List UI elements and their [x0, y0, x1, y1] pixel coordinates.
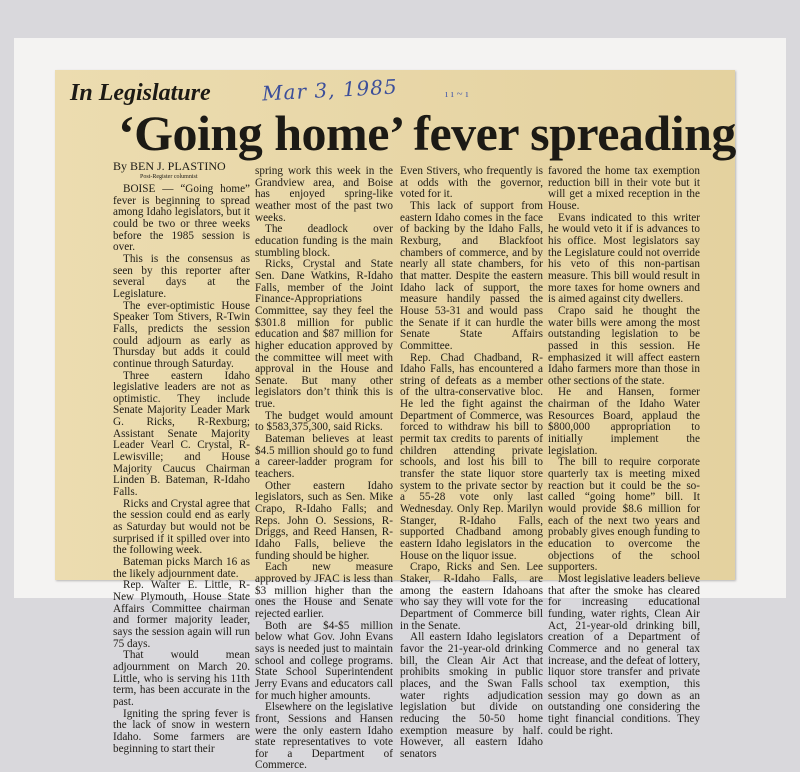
article-paragraph: Elsewhere on the legislative front, Sessions and Hansen were the only eastern Idaho state representatives to vote for a Department of Commerce. — [255, 701, 393, 772]
article-paragraph: Crapo, Ricks and Sen. Lee Staker, R-Idaho Falls, are among the eastern Idahoans who say they will vote for the Department of Commerce bill in the Senate. — [400, 561, 543, 632]
article-paragraph: This is the consensus as seen by this reporter after several days at the Legislature. — [113, 252, 250, 300]
article-paragraph: Evans indicated to this writer he would veto it if is advances to his office. Most legislators say the Legislature could not override his veto of this non-partisan measure. This bill would result in more taxes for home owners and is aimed against city dwellers. — [548, 211, 700, 306]
article-paragraph: All eastern Idaho legislators favor the 21-year-old drinking bill, the Clean Air Act that prohibits smoking in public places, and the Swan Falls water rights adjudication legislation but divide on reducing the 50-50 home exemption measure by half. However, all eastern Idaho senators — [400, 631, 543, 760]
handwritten-date: Mar 3, 1985 — [261, 74, 399, 106]
article-column-3 — [400, 166, 543, 760]
article-paragraph: The ever-optimistic House Speaker Tom Stivers, R-Twin Falls, predicts the session could adjourn as early as Thursday but adds it could continue through Saturday. — [113, 299, 250, 370]
article-paragraph: spring work this week in the Grandview area, and Boise has enjoyed spring-like weather most of the past two weeks. — [255, 165, 393, 224]
article-paragraph: Other eastern Idaho legislators, such as Sen. Mike Crapo, R-Idaho Falls; and Reps. John O. Sessions, R-Driggs, and Reed Hansen, R-Idaho Falls, believe the funding should be higher. — [255, 479, 393, 562]
article-paragraph: He and Hansen, former chairman of the Idaho Water Resources Board, applaud the $800,000 appropriation to initially implement the legislation. — [548, 386, 700, 457]
article-column-4 — [548, 166, 700, 737]
headline: ‘Going home’ fever spreading — [118, 105, 736, 161]
byline-role: Post-Register columnist — [140, 174, 198, 180]
article-paragraph: BOISE — “Going home” fever is beginning to spread among Idaho legislators, but it could be two or three weeks before the 1985 session is over. — [113, 183, 250, 254]
article-paragraph: Bateman picks March 16 as the likely adjournment date. — [113, 556, 250, 580]
stray-pen-mark: ı ı ~ ı — [445, 88, 469, 100]
article-paragraph: Even Stivers, who frequently is at odds with the governor, voted for it. — [400, 165, 543, 201]
article-paragraph: Rep. Walter E. Little, R-New Plymouth, House State Affairs Committee chairman and former majority leader, says the session again will run 75 days. — [113, 579, 250, 650]
article-paragraph: Ricks, Crystal and State Sen. Dane Watkins, R-Idaho Falls, member of the Joint Finance-Appropriations Committee, say they feel the $301.8 million for public education and $87 million for higher education approved by the committee will meet with approval in the House and Senate. But many other legislators don’t think this is true. — [255, 258, 393, 411]
article-paragraph: Three eastern Idaho legislative leaders are not as optimistic. They include Senate Majority Leader Mark G. Ricks, R-Rexburg; Assistant Senate Majority Leader Vearl C. Crystal, R-Lewisville; and House Majority Caucus Chairman Linden B. Bateman, R-Idaho Falls. — [113, 369, 250, 499]
byline-author: By BEN J. PLASTINO — [113, 159, 226, 173]
article-paragraph: Rep. Chad Chadband, R-Idaho Falls, has encountered a string of defeats as a member of the ultra-conservative bloc. He led the fight against the Department of Commerce, was forced to withdraw his bill to permit tax credits to parents of children attending private schools, and lost his bill to transfer the state liquor store system to the private sector by a 55-28 vote only last Wednesday. Only Rep. Marilyn Stanger, R-Idaho Falls, supported Chadband among eastern Idaho legislators in the House on the liquor issue. — [400, 351, 543, 562]
article-column-1 — [113, 184, 250, 755]
article-paragraph: Igniting the spring fever is the lack of snow in western Idaho. Some farmers are beginning to start their — [113, 707, 250, 755]
article-paragraph: This lack of support from eastern Idaho comes in the face of backing by the Idaho Falls, Rexburg, and Blackfoot chambers of commerce, and by nearly all state chambers, for that matter. Despite the eastern Idaho lack of support, the measure handily passed the House 53-31 and would pass the Senate if it can hurdle the Senate State Affairs Committee. — [400, 199, 543, 352]
article-paragraph: The bill to require corporate quarterly tax is meeting mixed reaction but it could be the so-called “going home” bill. It would provide $8.6 million for each of the next two years and probably gives enough funding to education to overcome the objections of the school supporters. — [548, 456, 700, 574]
article-paragraph: Both are $4-$5 million below what Gov. John Evans says is needed just to maintain school and college programs. State School Superintendent Jerry Evans and educators call for much higher amounts. — [255, 619, 393, 702]
article-paragraph: That would mean adjournment on March 20. Little, who is serving his 11th term, has been accurate in the past. — [113, 649, 250, 708]
article-paragraph: Ricks and Crystal agree that the session could end as early as Saturday but would not be surprised if it spilled over into the following week. — [113, 497, 250, 557]
article-paragraph: Crapo said he thought the water bills were among the most outstanding legislation to be passed in this session. He emphasized it will affect eastern Idaho farmers more than those in other sections of the state. — [548, 304, 700, 387]
article-paragraph: favored the home tax exemption reduction bill in their vote but it will get a mixed reception in the House. — [548, 165, 700, 212]
section-kicker: In Legislature — [70, 80, 211, 106]
article-paragraph: The deadlock over education funding is the main stumbling block. — [255, 223, 393, 259]
article-paragraph: Each new measure approved by JFAC is less than $3 million higher than the ones the House and Senate rejected earlier. — [255, 561, 393, 620]
article-column-2 — [255, 166, 393, 772]
article-paragraph: Most legislative leaders believe that after the smoke has cleared for increasing educational funding, water rights, Clean Air Act, 21-year-old drinking bill, creation of a Department of Commerce and no general tax increase, and the defeat of lottery, liquor store transfer and private school tax exemption, this session may go down as an outstanding one considering the tight financial conditions. They could be right. — [548, 572, 700, 737]
article-paragraph: The budget would amount to $583,375,300, said Ricks. — [255, 409, 393, 434]
article-paragraph: Bateman believes at least $4.5 million should go to fund a career-ladder program for teachers. — [255, 433, 393, 481]
